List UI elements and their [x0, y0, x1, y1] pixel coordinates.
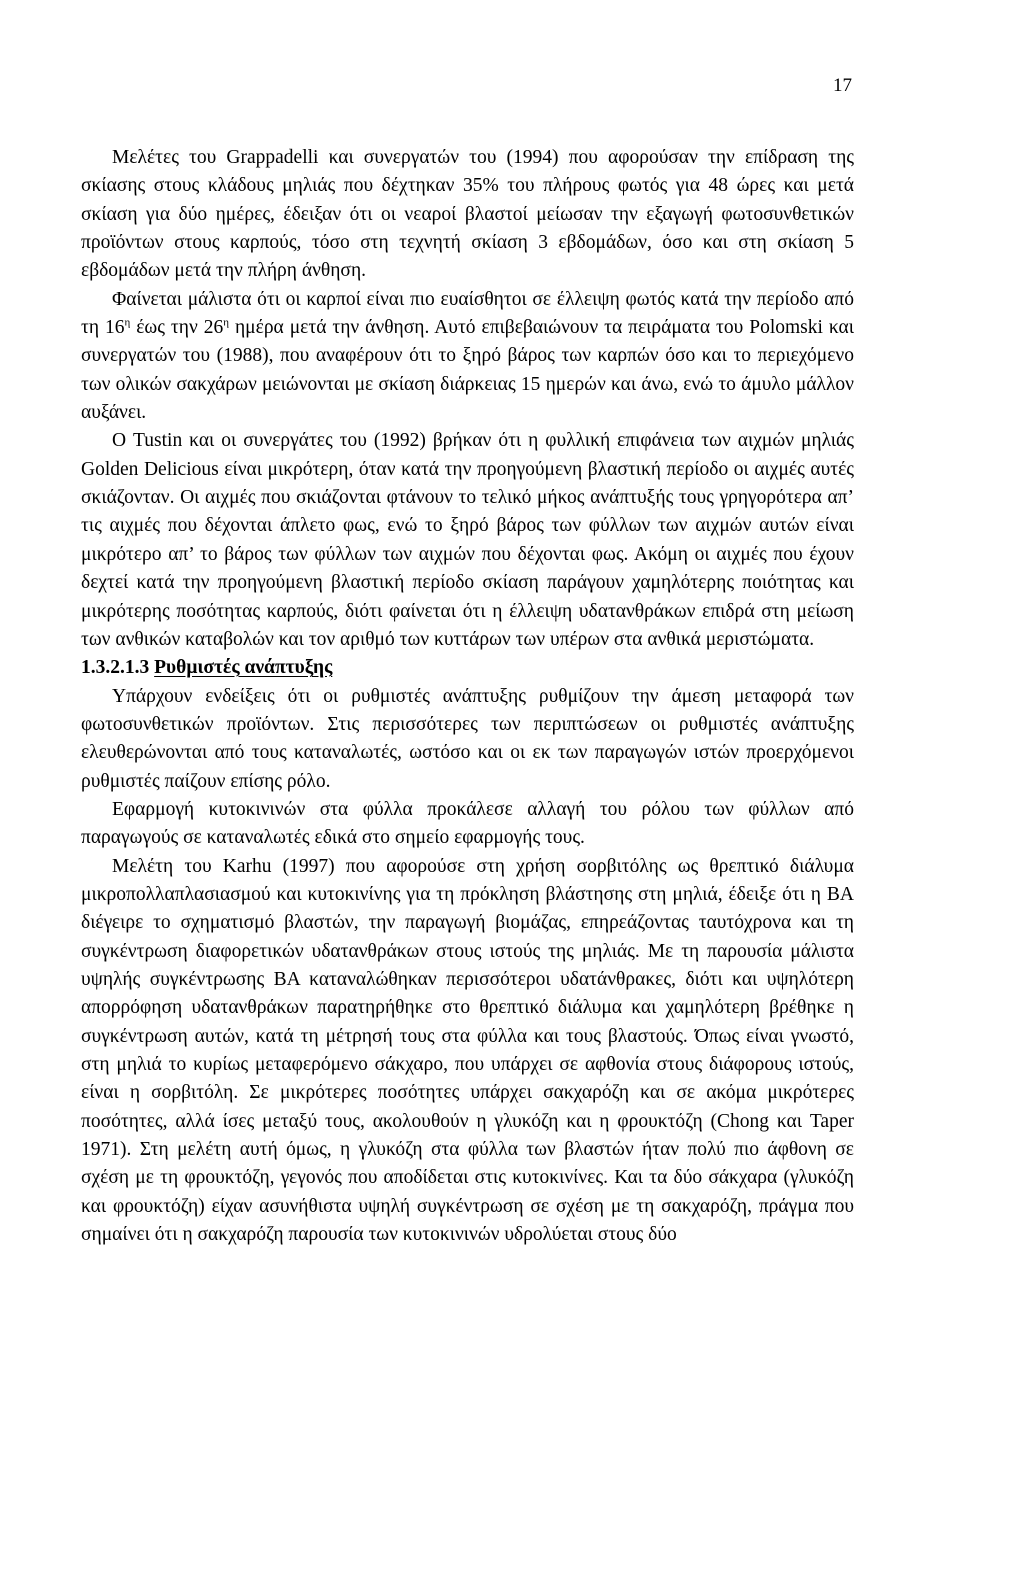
ordinal-superscript: η [124, 316, 131, 329]
paragraph-tustin: Ο Tustin και οι συνεργάτες του (1992) βρήκαν ότι η φυλλική επιφάνεια των αιχμών μηλιάς Golden Delicious είναι μικρότερη, όταν κατά την προηγούμενη βλαστική περίοδο οι αιχμές αυτές σκιάζονταν. Οι αιχμές που σκιάζονται φτάνουν το τελικό μήκος ανάπτυξής τους γρηγορότερα απ’ τις αιχμές που δέχονται άπλετο φως, ενώ το ξηρό βάρος των φύλλων των αιχμών αυτών είναι μικρότερο απ’ το βάρος των φύλλων των αιχμών που δέχονται φως. Ακόμη οι αιχμές που έχουν δεχτεί κατά την προηγούμενη βλαστική περίοδο σκίαση παράγουν χαμηλότερης ποιότητας και μικρότερης ποσότητας καρπούς, διότι φαίνεται ότι η έλλειψη υδατανθράκων επιδρά στη μείωση των ανθικών καταβολών και τον αριθμό των κυττάρων των υπέρων στα ανθικά μεριστώματα. [81, 430, 854, 650]
section-title: Ρυθμιστές ανάπτυξης [154, 657, 333, 679]
section-number: 1.3.2.1.3 [81, 657, 150, 679]
paragraph-text: έως την 26 [130, 317, 224, 339]
paragraph-fruit-sensitivity [81, 286, 854, 428]
paragraph-growth-regulators: Υπάρχουν ενδείξεις ότι οι ρυθμιστές ανάπτυξης ρυθμίζουν την άμεση μεταφορά των φωτοσυνθετικών προϊόντων. Στις περισσότερες των περιπτώσεων οι ρυθμιστές ανάπτυξης ελευθερώνονται από τους καταναλωτές, ωστόσο και οι εκ των παραγωγών ιστών προερχόμενοι ρυθμιστές παίζουν επίσης ρόλο. [81, 685, 854, 792]
paragraph-karhu: Μελέτη του Karhu (1997) που αφορούσε στη χρήση σορβιτόλης ως θρεπτικό διάλυμα μικροπολλαπλασιασμού και κυτοκινίνης για τη πρόκληση βλάστησης στη μηλιά, έδειξε ότι η BA διέγειρε το σχηματισμό βλαστών, την παραγωγή βιομάζας, επηρεάζοντας ταυτόχρονα και τη συγκέντρωση διαφορετικών υδατανθράκων στους ιστούς της μηλιάς. Με τη παρουσία μάλιστα υψηλής συγκέντρωσης BA καταναλώθηκαν περισσότεροι υδατάνθρακες, διότι και υψηλότερη απορρόφηση υδατανθράκων παρατηρήθηκε στο θρεπτικό διάλυμα και χαμηλότερη βρέθηκε η συγκέντρωση αυτών, κατά τη μέτρησή τους στα φύλλα και τους βλαστούς. Όπως είναι γνωστό, στη μηλιά το κυρίως μεταφερόμενο σάκχαρο, που υπάρχει σε αφθονία στους διάφορους ιστούς, είναι η σορβιτόλη. Σε μικρότερες ποσότητες υπάρχει σακχαρόζη και σε ακόμα μικρότερες ποσότητες, αλλά ίσες μεταξύ τους, ακολουθούν η γλυκόζη και η φρουκτόζη (Chong και Taper 1971). Στη μελέτη αυτή όμως, η γλυκόζη στα φύλλα των βλαστών ήταν πολύ πιο άφθονη σε σχέση με τη φρουκτόζη, γεγονός που αποδίδεται στις κυτοκινίνες. Και τα δύο σάκχαρα (γλυκόζη και φρουκτόζη) είχαν ασυνήθιστα υψηλή συγκέντρωση σε σχέση με τη σακχαρόζη, πράγμα που σημαίνει ότι η σακχαρόζη παρουσία των κυτοκινινών υδρολύεται στους δύο [81, 855, 854, 1246]
paragraph-text: ημέρα μετά την άνθηση. Αυτό επιβεβαιώνουν τα πειράματα του Polomski και συνεργατών του (1988), που αναφέρουν ότι το ξηρό βάρος των καρπών όσο και το περιεχόμενο των ολικών σακχάρων μειώνονται με σκίαση διάρκειας 15 ημερών και άνω, ενώ το άμυλο μάλλον αυξάνει. [81, 317, 854, 424]
document-body [81, 144, 854, 1249]
page-number: 17 [833, 75, 852, 96]
section-heading [81, 654, 854, 682]
paragraph-cytokinins: Εφαρμογή κυτοκινινών στα φύλλα προκάλεσε αλλαγή του ρόλου των φύλλων από παραγωγούς σε καταναλωτές εδικά στο σημείο εφαρμογής τους. [81, 798, 854, 849]
paragraph-grappadelli: Μελέτες του Grappadelli και συνεργατών του (1994) που αφορούσαν την επίδραση της σκίασης στους κλάδους μηλιάς που δέχτηκαν 35% του πλήρους φωτός για 48 ώρες και μετά σκίαση για δύο ημέρες, έδειξαν ότι οι νεαροί βλαστοί μείωσαν την εξαγωγή φωτοσυνθετικών προϊόντων στους καρπούς, τόσο στη τεχνητή σκίαση 3 εβδομάδων, όσο και στη σκίαση 5 εβδομάδων μετά την πλήρη άνθηση. [81, 147, 854, 282]
ordinal-superscript: η [223, 316, 230, 329]
paragraph-text: Φαίνεται μάλιστα ότι οι καρποί είναι πιο ευαίσθητοι σε έλλειψη φωτός κατά την περίοδο από τη 16 [81, 288, 854, 339]
